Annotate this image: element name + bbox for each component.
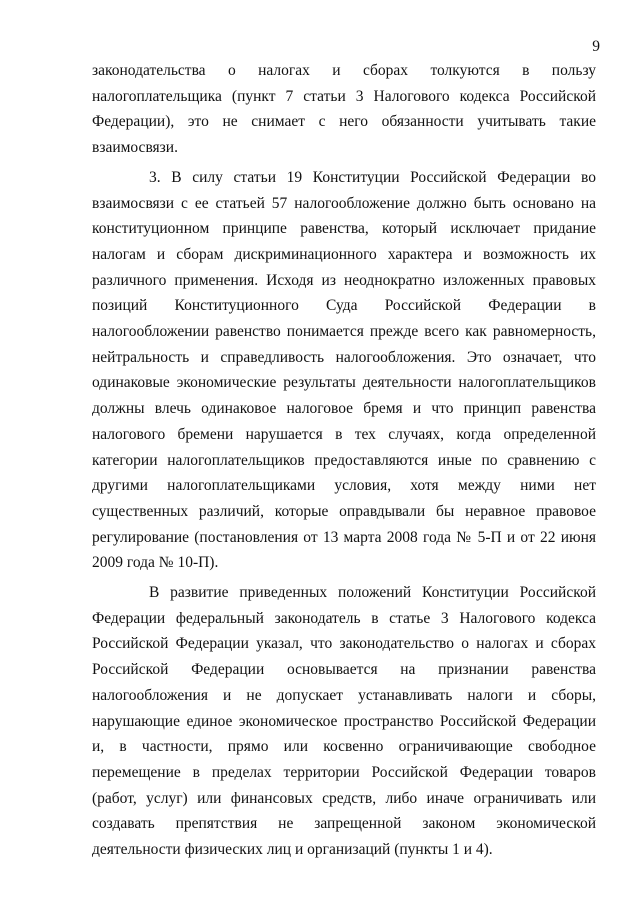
page-number: 9	[592, 38, 600, 55]
document-body	[92, 58, 596, 863]
paragraph-section-3: 3. В силу статьи 19 Конституции Российской Федерации во взаимосвязи с ее статьей 57 налогообложение должно быть основано на конституционном принципе равенства, который исключает придание налогам и сборам дискриминационного характера и возможность их различного применения. Исходя из неоднократно изложенных правовых позиций Конституционного Суда Российской Федерации в налогообложении равенство понимается прежде всего как равномерность, нейтральность и справедливость налогообложения. Это означает, что одинаковые экономические результаты деятельности налогоплательщиков должны влечь одинаковое налоговое бремя и что принцип равенства налогового бремени нарушается в тех случаях, когда определенной категории налогоплательщиков предоставляются иные по сравнению с другими налогоплательщиками условия, хотя между ними нет существенных различий, которые оправдывали бы неравное правовое регулирование (постановления от 13 марта 2008 года № 5-П и от 22 июня 2009 года № 10-П).	[92, 168, 596, 572]
paragraph-development: В развитие приведенных положений Конституции Российской Федерации федеральный законодатель в статье 3 Налогового кодекса Российской Федерации указал, что законодательство о налогах и сборах Российской Федерации основывается на признании равенства налогообложения и не допускает устанавливать налоги и сборы, нарушающие единое экономическое пространство Российской Федерации и, в частности, прямо или косвенно ограничивающие свободное перемещение в пределах территории Российской Федерации товаров (работ, услуг) или финансовых средств, либо иначе ограничивать или создавать препятствия не запрещенной законом экономической деятельности физических лиц и организаций (пункты 1 и 4).	[92, 584, 596, 859]
paragraph-continuation: законодательства о налогах и сборах толкуются в пользу налогоплательщика (пункт 7 статьи 3 Налогового кодекса Российской Федерации), это не снимает с него обязанности учитывать такие взаимосвязи.	[92, 62, 596, 157]
